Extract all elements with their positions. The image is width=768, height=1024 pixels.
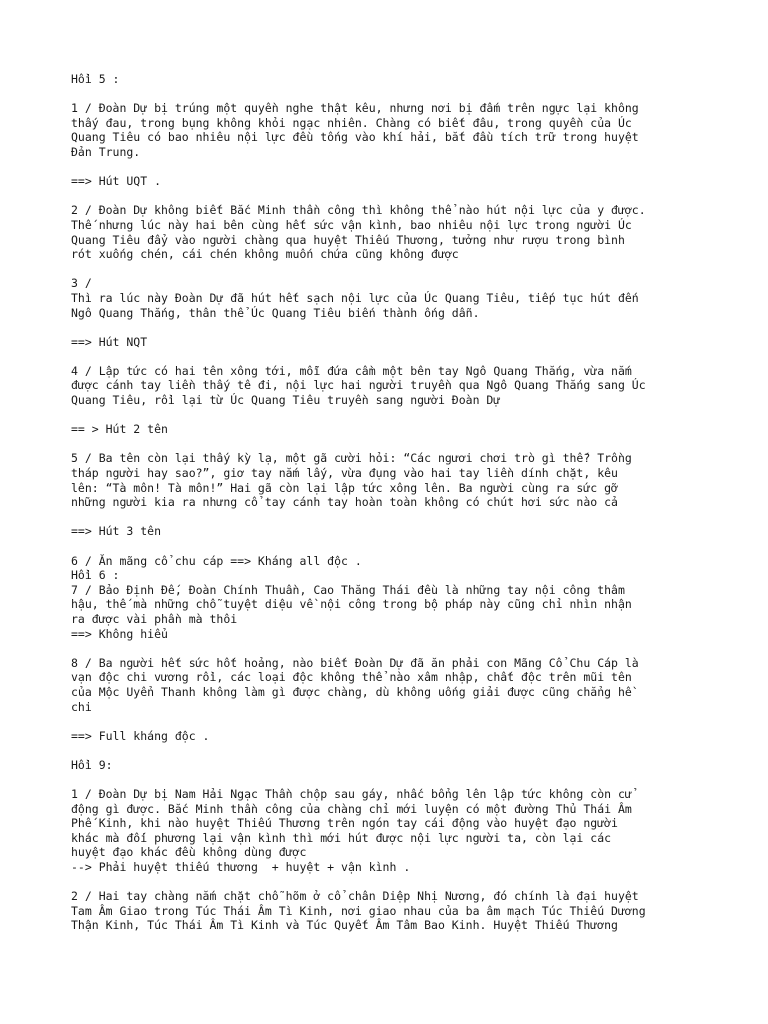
text-line: Tam Âm Giao trong Túc Thái Âm Tì Kinh, nơi giao nhau của ba âm mạch Túc Thiếu Dương — [71, 903, 646, 918]
paragraph-h5 — [71, 72, 711, 87]
text-line: huyệt đạo khác đều không dùng được — [71, 845, 307, 860]
paragraph-p10 — [71, 889, 711, 933]
text-line: chi — [71, 699, 92, 714]
document-page — [71, 72, 711, 948]
text-line: 7 / Bảo Định Đế, Đoàn Chính Thuần, Cao Thăng Thái đều là những tay nội công thâm — [71, 582, 625, 597]
text-line: ==> Hút UQT . — [71, 174, 162, 189]
text-line: Hồi 9: — [71, 757, 113, 772]
text-line: ==> Không hiểu — [71, 626, 168, 641]
text-line: lên: “Tà môn! Tà môn!” Hai gã còn lại lập tức xông lên. Ba người cùng ra sức gỡ — [71, 480, 618, 495]
text-line: động gì được. Bắc Minh thần công của chàng chỉ mới luyện có một đường Thủ Thái Âm — [71, 801, 632, 816]
paragraph-p8 — [71, 656, 711, 714]
paragraph-p4 — [71, 364, 711, 408]
paragraph-r1 — [71, 174, 711, 189]
text-line: 1 / Đoàn Dự bị trúng một quyền nghe thật kêu, nhưng nơi bị đấm trên ngực lại không — [71, 101, 639, 116]
paragraph-p9 — [71, 787, 711, 875]
text-line: 5 / Ba tên còn lại thấy kỳ lạ, một gã cười hỏi: “Các ngươi chơi trò gì thế? Trồng — [71, 451, 632, 466]
text-line: 2 / Đoàn Dự không biết Bắc Minh thần công thì không thể nào hút nội lực của y được. — [71, 203, 646, 218]
text-line: thấy đau, trong bụng không khỏi ngạc nhiên. Chàng có biết đâu, trong quyền của Úc — [71, 115, 632, 130]
paragraph-r4 — [71, 422, 711, 437]
text-line: ==> Full kháng độc . — [71, 728, 210, 743]
paragraph-p1 — [71, 101, 711, 159]
text-line: được cánh tay liền thấy tê đi, nội lực hai người truyền qua Ngô Quang Thắng sang Úc — [71, 378, 646, 393]
paragraph-p3 — [71, 276, 711, 320]
text-line: 8 / Ba người hết sức hốt hoảng, nào biết Đoàn Dự đã ăn phải con Mãng Cổ Chu Cáp là — [71, 655, 639, 670]
text-line: Thận Kinh, Túc Thái Âm Tì Kinh và Túc Quyết Âm Tâm Bao Kinh. Huyệt Thiếu Thương — [71, 918, 618, 933]
paragraph-p2 — [71, 203, 711, 261]
text-line: Thế nhưng lúc này hai bên cùng hết sức vận kình, bao nhiêu nội lực trong người Úc — [71, 217, 632, 232]
text-line: những người kia ra nhưng cổ tay cánh tay hoàn toàn không có chút hơi sức nào cả — [71, 495, 618, 510]
paragraph-r3 — [71, 335, 711, 350]
paragraph-r8 — [71, 729, 711, 744]
text-line: Quang Tiêu, rồi lại từ Úc Quang Tiêu truyền sang người Đoàn Dự — [71, 393, 501, 408]
paragraph-p6 — [71, 554, 711, 642]
text-line: hậu, thế mà những chỗ tuyệt diệu về nội công trong bộ pháp này cũng chỉ nhìn nhận — [71, 597, 632, 612]
text-line: == > Hút 2 tên — [71, 422, 168, 437]
text-line: 4 / Lập tức có hai tên xông tới, mỗi đứa cầm một bên tay Ngô Quang Thắng, vừa nắm — [71, 363, 632, 378]
text-line: 1 / Đoàn Dự bị Nam Hải Ngạc Thần chộp sau gáy, nhấc bổng lên lập tức không còn cử — [71, 787, 632, 802]
text-line: của Mộc Uyển Thanh không làm gì được chàng, dù không uống giải được cũng chẳng hề — [71, 684, 632, 699]
text-line: Đản Trung. — [71, 144, 141, 159]
paragraph-h9 — [71, 758, 711, 773]
paragraph-p5 — [71, 451, 711, 509]
text-line: Ngô Quang Thắng, thân thể Úc Quang Tiêu biến thành ống dẫn. — [71, 305, 480, 320]
text-line: khác mà đối phương lại vận kình thì mới hút được nội lực người ta, còn lại các — [71, 830, 612, 845]
text-line: --> Phải huyệt thiếu thương + huyệt + vận kình . — [71, 860, 411, 875]
text-line: rót xuống chén, cái chén không muốn chứa cũng không được — [71, 247, 459, 262]
text-line: Phế Kinh, khi nào huyệt Thiếu Thương trên ngón tay cái động vào huyệt đạo người — [71, 816, 618, 831]
text-line: ==> Hút 3 tên — [71, 524, 162, 539]
text-line: Hồi 5 : — [71, 72, 120, 86]
text-line: Hồi 6 : — [71, 568, 120, 583]
text-line: tháp người hay sao?”, giơ tay nắm lấy, vừa đụng vào hai tay liền dính chặt, kêu — [71, 466, 618, 481]
text-line: Quang Tiêu có bao nhiêu nội lực đều tống vào khí hải, bắt đầu tích trữ trong huyệt — [71, 130, 639, 145]
text-line: ==> Hút NQT — [71, 334, 148, 349]
text-line: Quang Tiêu đẩy vào người chàng qua huyệt Thiếu Thương, tưởng như rượu trong bình — [71, 232, 625, 247]
text-line: vạn độc chi vương rồi, các loại độc không thể nào xâm nhập, chất độc trên mũi tên — [71, 670, 632, 685]
text-line: ra được vài phần mà thôi — [71, 611, 238, 626]
paragraph-r5 — [71, 524, 711, 539]
text-line: 2 / Hai tay chàng nắm chặt chỗ hõm ở cổ chân Diệp Nhị Nương, đó chính là đại huyệt — [71, 889, 639, 904]
text-line: 6 / Ăn mãng cổ chu cáp ==> Kháng all độc . — [71, 553, 362, 568]
text-line: Thì ra lúc này Đoàn Dự đã hút hết sạch nội lực của Úc Quang Tiêu, tiếp tục hút đến — [71, 290, 639, 305]
text-line: 3 / — [71, 276, 92, 291]
